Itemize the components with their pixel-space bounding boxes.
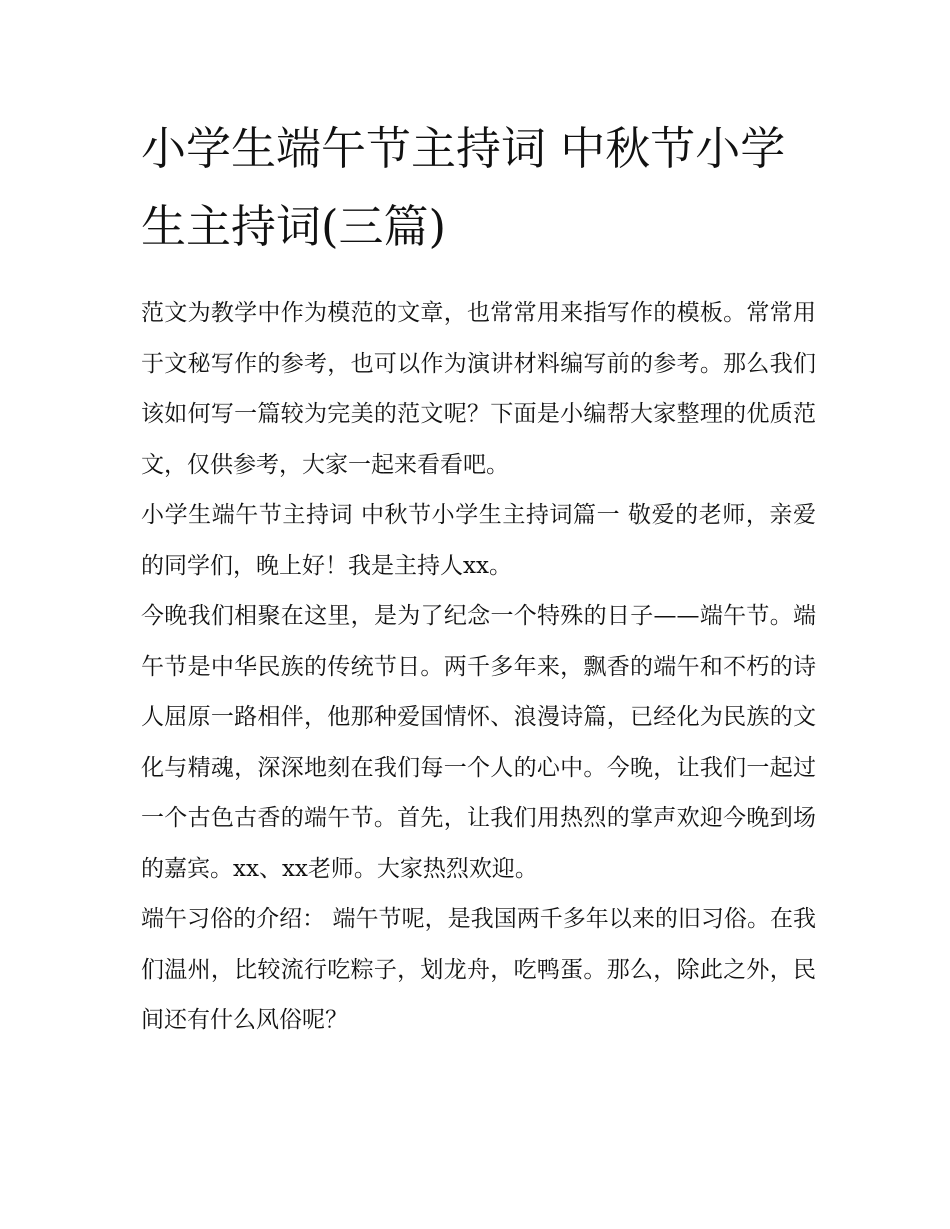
- paragraph-opening: 今晚我们相聚在这里，是为了纪念一个特殊的日子——端午节。端午节是中华民族的传统节日。两千多年来，飘香的端午和不朽的诗人屈原一路相伴，他那种爱国情怀、浪漫诗篇，已经化为民族的文化与精魂，深深地刻在我们每一个人的心中。今晚，让我们一起过一个古色古香的端午节。首先，让我们用热烈的掌声欢迎今晚到场的嘉宾。xx、xx老师。大家热烈欢迎。: [141, 603, 816, 882]
- document-body: [141, 110, 816, 1046]
- paragraph-customs: 端午习俗的介绍： 端午节呢，是我国两千多年以来的旧习俗。在我们温州，比较流行吃粽子，划龙舟，吃鸭蛋。那么，除此之外，民间还有什么风俗呢？: [141, 906, 816, 1033]
- paragraph-greeting: 小学生端午节主持词 中秋节小学生主持词篇一 敬爱的老师，亲爱的同学们，晚上好！我是主持人xx。: [141, 502, 816, 579]
- paragraph-intro: 范文为教学中作为模范的文章，也常常用来指写作的模板。常常用于文秘写作的参考，也可以作为演讲材料编写前的参考。那么我们该如何写一篇较为完美的范文呢？下面是小编帮大家整理的优质范文，仅供参考，大家一起来看看吧。: [141, 300, 816, 478]
- document-title: 小学生端午节主持词 中秋节小学生主持词(三篇): [141, 122, 786, 253]
